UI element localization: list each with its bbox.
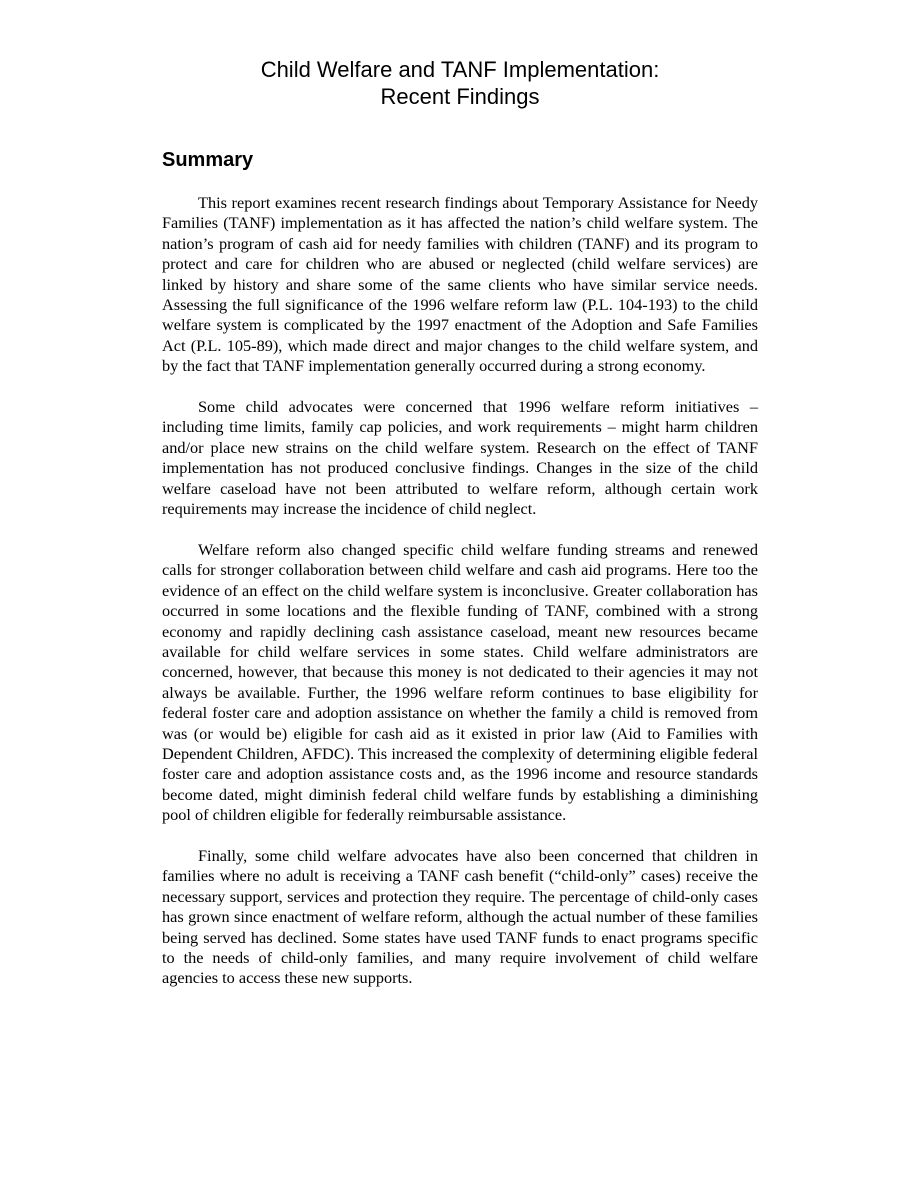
title-line-2: Recent Findings <box>380 84 540 109</box>
title-line-1: Child Welfare and TANF Implementation: <box>260 57 660 82</box>
paragraph-2: Some child advocates were concerned that 1996 welfare reform initiatives – including time limits, family cap policies, and work requirements – might harm children and/or place new strains on the child welfare system. Research on the effect of TANF implementation has not produced conclusive findings. Changes in the size of the child welfare caseload have not been attributed to welfare reform, although certain work requirements may increase the incidence of child neglect. <box>162 397 758 519</box>
section-heading-summary: Summary <box>162 149 254 171</box>
summary-body <box>162 193 758 1009</box>
document-title <box>0 56 920 110</box>
paragraph-4: Finally, some child welfare advocates have also been concerned that children in families where no adult is receiving a TANF cash benefit (“child-only” cases) receive the necessary support, services and protection they require. The percentage of child-only cases has grown since enactment of welfare reform, although the actual number of these families being served has declined. Some states have used TANF funds to enact programs specific to the needs of child-only families, and many require involvement of child welfare agencies to access these new supports. <box>162 845 758 988</box>
paragraph-1: This report examines recent research findings about Temporary Assistance for Needy Families (TANF) implementation as it has affected the nation’s child welfare system. The nation’s program of cash aid for needy families with children (TANF) and its program to protect and care for children who are abused or neglected (child welfare services) are linked by history and share some of the same clients who have similar service needs. Assessing the full significance of the 1996 welfare reform law (P.L. 104-193) to the child welfare system is complicated by the 1997 enactment of the Adoption and Safe Families Act (P.L. 105-89), which made direct and major changes to the child welfare system, and by the fact that TANF implementation generally occurred during a strong economy. <box>162 193 758 376</box>
paragraph-3: Welfare reform also changed specific child welfare funding streams and renewed calls for stronger collaboration between child welfare and cash aid programs. Here too the evidence of an effect on the child welfare system is inconclusive. Greater collaboration has occurred in some locations and the flexible funding of TANF, combined with a strong economy and rapidly declining cash assistance caseload, meant new resources became available for child welfare services in some states. Child welfare administrators are concerned, however, that because this money is not dedicated to their agencies it may not always be available. Further, the 1996 welfare reform continues to base eligibility for federal foster care and adoption assistance on whether the family a child is removed from was (or would be) eligible for cash aid as it existed in prior law (Aid to Families with Dependent Children, AFDC). This increased the complexity of determining eligible federal foster care and adoption assistance costs and, as the 1996 income and resource standards become dated, might diminish federal child welfare funds by establishing a diminishing pool of children eligible for federally reimbursable assistance. <box>162 539 758 825</box>
